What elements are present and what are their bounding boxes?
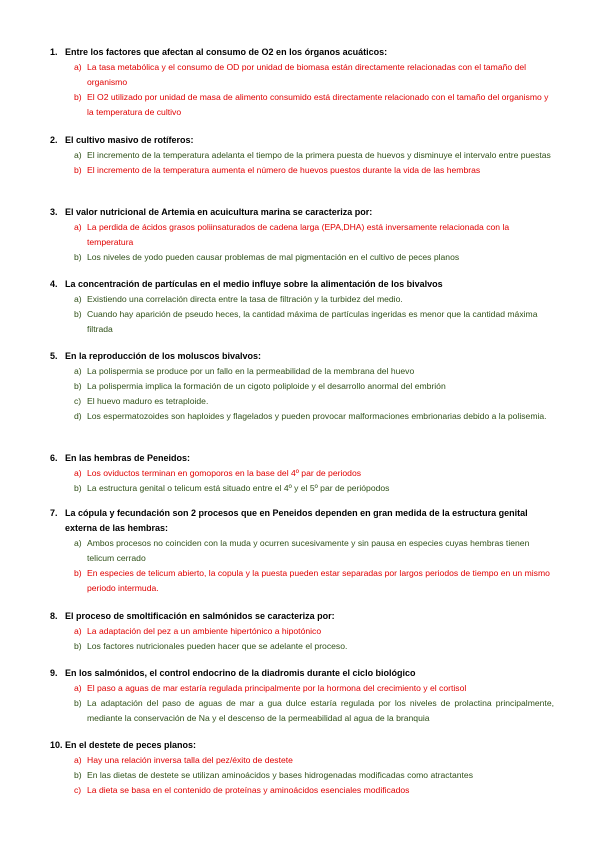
option-a (74, 624, 554, 639)
question-text: En los salmónidos, el control endocrino de la diadromis durante el ciclo biológico (65, 668, 416, 678)
question-number: 10. (50, 740, 63, 750)
question-number: 9. (50, 668, 58, 678)
option-letter: b) (74, 92, 82, 102)
question-text: El proceso de smoltificación en salmónidos se caracteriza por: (65, 611, 335, 621)
option-letter: a) (74, 683, 82, 693)
question-8-options (74, 624, 554, 654)
option-text: Los factores nutricionales pueden hacer que se adelante el proceso. (87, 641, 348, 651)
option-letter: c) (74, 396, 82, 406)
option-letter: a) (74, 294, 82, 304)
option-text: Cuando hay aparición de pseudo heces, la cantidad máxima de partículas ingeridas es menor que la cantidad máxima filtrada (87, 309, 538, 334)
option-b (74, 307, 554, 337)
option-letter: a) (74, 468, 82, 478)
question-text: Entre los factores que afectan al consumo de O2 en los órganos acuáticos: (65, 47, 388, 57)
option-text: Los niveles de yodo pueden causar problemas de mal pigmentación en el cultivo de peces planos (87, 252, 460, 262)
option-text: La adaptación del pez a un ambiente hipertónico a hipotónico (87, 626, 322, 636)
option-text: En especies de telicum abierto, la copula y la puesta pueden estar separadas por largos periodos de tiempo en un mismo periodo intermuda. (87, 568, 550, 593)
option-letter: a) (74, 538, 82, 548)
question-text: El cultivo masivo de rotíferos: (65, 135, 194, 145)
option-letter: b) (74, 641, 82, 651)
option-text: En las dietas de destete se utilizan aminoácidos y bases hidrogenadas modificadas como atractantes (87, 770, 473, 780)
option-letter: a) (74, 222, 82, 232)
question-text: La cópula y fecundación son 2 procesos que en Peneidos dependen en gran medida de la estructura genital externa de las hembras: (65, 508, 528, 533)
option-text: La perdida de ácidos grasos poliinsaturados de cadena larga (EPA,DHA) está inversamente relacionada con la temperatura (87, 222, 510, 247)
option-c (74, 394, 554, 409)
option-a (74, 60, 554, 90)
option-b (74, 250, 554, 265)
question-text: El valor nutricional de Artemia en acuicultura marina se caracteriza por: (65, 207, 373, 217)
option-b (74, 90, 554, 120)
option-letter: a) (74, 755, 82, 765)
option-text: La estructura genital o telicum está situado entre el 4º y el 5º par de periópodos (87, 483, 390, 493)
option-text: Existiendo una correlación directa entre la tasa de filtración y la turbidez del medio. (87, 294, 403, 304)
option-d (74, 409, 554, 424)
option-text: El paso a aguas de mar estaría regulada principalmente por la hormona del crecimiento y el cortisol (87, 683, 467, 693)
option-text: La dieta se basa en el contenido de proteínas y aminoácidos esenciales modificados (87, 785, 410, 795)
question-number: 8. (50, 611, 58, 621)
option-letter: b) (74, 381, 82, 391)
question-5-options (74, 364, 554, 424)
question-number: 5. (50, 351, 58, 361)
question-text: En el destete de peces planos: (65, 740, 197, 750)
option-text: El incremento de la temperatura adelanta el tiempo de la primera puesta de huevos y disminuye el intervalo entre puestas (87, 150, 551, 160)
option-text: La adaptación del paso de aguas de mar a gua dulce estaría regulada por los niveles de prolactina principalmente, mediante la conservación de Na y el descenso de la permeabilidad al agua de la branquia (87, 698, 554, 723)
question-number: 7. (50, 508, 58, 518)
question-number: 4. (50, 279, 58, 289)
option-b (74, 163, 554, 178)
question-1-options (74, 60, 554, 120)
option-b (74, 566, 554, 596)
question-number: 1. (50, 47, 58, 57)
option-text: La polispermia se produce por un fallo en la permeabilidad de la membrana del huevo (87, 366, 415, 376)
option-b (74, 696, 554, 726)
question-3-options (74, 220, 554, 265)
option-c (74, 783, 554, 798)
option-a (74, 364, 554, 379)
option-a (74, 466, 554, 481)
question-10-options (74, 753, 554, 798)
option-text: Hay una relación inversa talla del pez/éxito de destete (87, 755, 293, 765)
option-letter: b) (74, 309, 82, 319)
option-b (74, 639, 554, 654)
question-2-options (74, 148, 554, 178)
option-a (74, 148, 554, 163)
option-text: Los oviductos terminan en gomoporos en la base del 4º par de periodos (87, 468, 362, 478)
option-letter: b) (74, 252, 82, 262)
option-text: El O2 utilizado por unidad de masa de alimento consumido está directamente relacionado con el tamaño del organismo y la temperatura de cultivo (87, 92, 549, 117)
option-letter: b) (74, 770, 82, 780)
option-text: El huevo maduro es tetraploide. (87, 396, 209, 406)
option-text: Los espermatozoides son haploides y flagelados y pueden provocar malformaciones embrionarias debido a la polisemia. (87, 411, 547, 421)
option-text: La tasa metabólica y el consumo de OD por unidad de biomasa están directamente relacionadas con el tamaño del organismo (87, 62, 527, 87)
question-number: 3. (50, 207, 58, 217)
option-a (74, 292, 554, 307)
option-a (74, 681, 554, 696)
question-7-options (74, 536, 554, 596)
option-letter: d) (74, 411, 82, 421)
option-a (74, 536, 554, 566)
option-letter: b) (74, 483, 82, 493)
option-b (74, 481, 554, 496)
question-text: La concentración de partículas en el medio influye sobre la alimentación de los bivalvos (65, 279, 443, 289)
question-4-options (74, 292, 554, 337)
option-letter: b) (74, 698, 82, 708)
question-number: 2. (50, 135, 58, 145)
option-letter: a) (74, 62, 82, 72)
question-6-options (74, 466, 554, 496)
option-text: La polispermia implica la formación de un cigoto poliploide y el desarrollo anormal del embrión (87, 381, 446, 391)
option-b (74, 379, 554, 394)
option-letter: a) (74, 150, 82, 160)
option-text: El incremento de la temperatura aumenta el número de huevos puestos durante la vida de las hembras (87, 165, 481, 175)
option-letter: a) (74, 366, 82, 376)
option-letter: a) (74, 626, 82, 636)
question-number: 6. (50, 453, 58, 463)
option-a (74, 220, 554, 250)
question-text: En la reproducción de los moluscos bivalvos: (65, 351, 262, 361)
option-a (74, 753, 554, 768)
option-letter: c) (74, 785, 82, 795)
question-text: En las hembras de Peneidos: (65, 453, 191, 463)
option-b (74, 768, 554, 783)
option-text: Ambos procesos no coinciden con la muda y ocurren sucesivamente y sin pausa en especies cuyas hembras tienen telicum cerrado (87, 538, 530, 563)
option-letter: b) (74, 568, 82, 578)
question-9-options (74, 681, 554, 726)
option-letter: b) (74, 165, 82, 175)
